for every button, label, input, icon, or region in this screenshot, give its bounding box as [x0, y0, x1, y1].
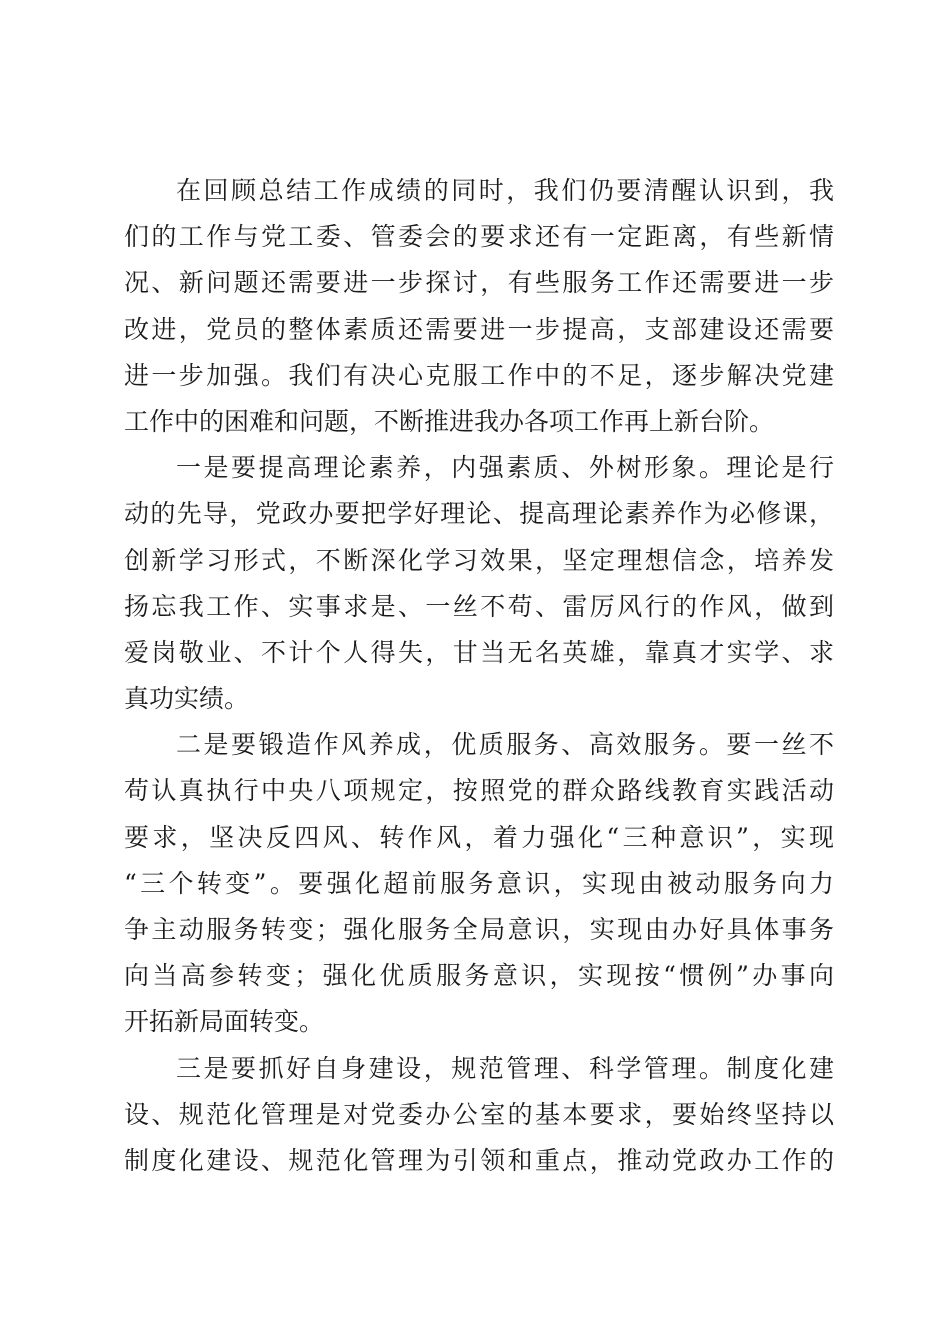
text-line: “三个转变”。要强化超前服务意识，实现由被动服务向力	[124, 868, 834, 898]
text-line: 一是要提高理论素养，内强素质、外树形象。理论是行	[176, 453, 834, 483]
text-line: 二是要锻造作风养成，优质服务、高效服务。要一丝不	[176, 730, 834, 760]
text-line: 向当高参转变；强化优质服务意识，实现按“惯例”办事向	[124, 961, 834, 991]
text-line: 争主动服务转变；强化服务全局意识，实现由办好具体事务	[124, 915, 834, 944]
text-line: 设、规范化管理是对党委办公室的基本要求，要始终坚持以	[124, 1099, 834, 1129]
text-line: 要求，坚决反四风、转作风，着力强化“三种意识”，实现	[124, 822, 834, 852]
text-line: 工作中的困难和问题，不断推进我办各项工作再上新台阶。	[124, 406, 775, 436]
text-line: 真功实绩。	[124, 684, 250, 714]
text-line: 动的先导，党政办要把学好理论、提高理论素养作为必修课，	[124, 499, 834, 529]
text-line: 制度化建设、规范化管理为引领和重点，推动党政办工作的	[124, 1145, 834, 1175]
text-line: 爱岗敬业、不计个人得失，甘当无名英雄，靠真才实学、求	[124, 637, 834, 667]
text-line: 们的工作与党工委、管委会的要求还有一定距离，有些新情	[124, 222, 834, 252]
text-line: 扬忘我工作、实事求是、一丝不苟、雷厉风行的作风，做到	[124, 591, 834, 621]
text-line: 进一步加强。我们有决心克服工作中的不足，逐步解决党建	[124, 360, 834, 390]
text-line: 开拓新局面转变。	[124, 1007, 325, 1037]
text-line: 创新学习形式，不断深化学习效果，坚定理想信念，培养发	[124, 545, 834, 575]
paragraph	[124, 168, 834, 445]
text-line: 改进，党员的整体素质还需要进一步提高，支部建设还需要	[124, 314, 834, 344]
text-line: 况、新问题还需要进一步探讨，有些服务工作还需要进一步	[124, 268, 834, 298]
paragraph	[124, 1046, 834, 1185]
text-line: 三是要抓好自身建设，规范管理、科学管理。制度化建	[176, 1053, 834, 1083]
text-line: 在回顾总结工作成绩的同时，我们仍要清醒认识到，我	[176, 176, 834, 205]
paragraph	[124, 445, 834, 722]
text-line: 苟认真执行中央八项规定，按照党的群众路线教育实践活动	[124, 776, 834, 806]
document-body	[124, 168, 834, 1184]
paragraph	[124, 722, 834, 1045]
